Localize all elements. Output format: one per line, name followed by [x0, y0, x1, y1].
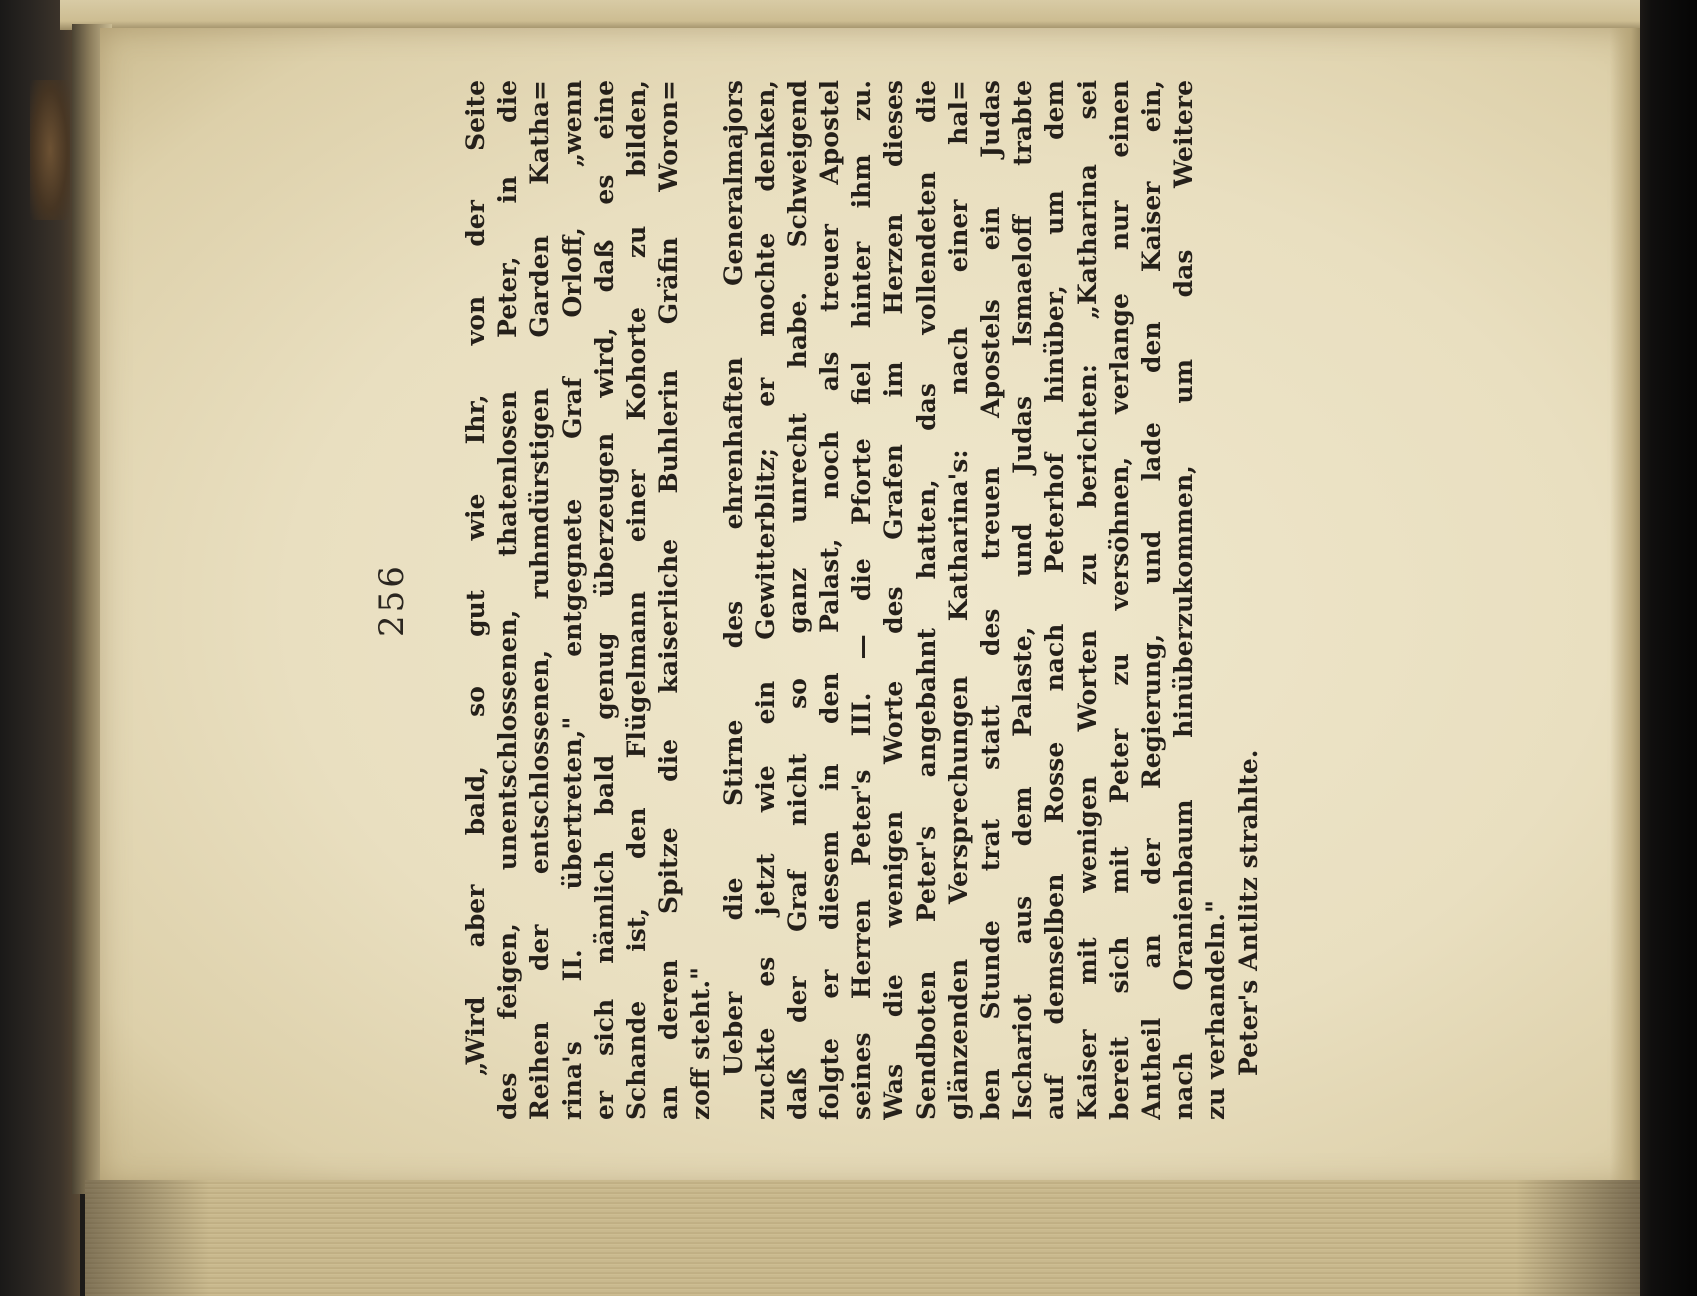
text-line: Ueber die Stirne des ehrenhaften Generalmajors [718, 80, 748, 1076]
text-line: er sich nämlich bald genug überzeugen wird, daß es eine [589, 80, 619, 1120]
text-line: Peter's Antlitz strahlte. [1233, 749, 1263, 1076]
text-line: daß der Graf nicht so ganz unrecht habe. Schweigend [782, 80, 812, 1120]
page-stack-shade [85, 1180, 1640, 1296]
rotated-text-block [360, 80, 1360, 1120]
text-line: folgte er diesem in den Palast, noch als treuer Apostel [815, 80, 845, 1120]
text-line: zu verhandeln." [1201, 899, 1231, 1120]
text-line: glänzenden Versprechungen Katharina's: nach einer hal= [943, 80, 973, 1120]
text-line: Sendboten Peter's angebahnt hatten, das vollendeten die [911, 80, 941, 1120]
text-line: bereit sich mit Peter zu versöhnen, verlange nur einen [1104, 80, 1134, 1120]
text-line: „Wird aber bald, so gut wie Ihr, von der Seite [461, 80, 490, 1076]
text-line: des feigen, unentschlossenen, thatenlosen Peter, in die [493, 80, 523, 1120]
text-line: Schande ist, den Flügelmann einer Kohorte zu bilden, [621, 80, 651, 1120]
text-line: ben Stunde trat statt des treuen Apostels ein Judas [976, 80, 1005, 1120]
text-line: Antheil an der Regierung, und lade den Kaiser ein, [1136, 80, 1166, 1120]
text-line: seines Herren Peter's III. — die Pforte fiel hinter ihm zu. [847, 80, 877, 1120]
text-line: zoff steht." [686, 966, 716, 1120]
page-number: 256 [372, 563, 412, 637]
text-line: Was die wenigen Worte des Grafen im Herzen dieses [879, 80, 909, 1120]
text-line: zuckte es jetzt wie ein Gewitterblitz; er mochte denken, [750, 80, 780, 1120]
text-line: auf demselben Rosse nach Peterhof hinüber, um dem [1040, 80, 1070, 1120]
text-line: nach Oranienbaum hinüberzukommen, um das Weitere [1169, 80, 1199, 1120]
text-line: Kaiser mit wenigen Worten zu berichten: „Katharina sei [1072, 80, 1102, 1120]
text-line: rina's II. übertreten," entgegnete Graf Orloff, „wenn [557, 80, 587, 1120]
page-edge-shadow [1610, 28, 1640, 1186]
body-text [460, 80, 1265, 1120]
text-line: Ischariot aus dem Palaste, und Judas Ismaeloff trabte [1008, 80, 1038, 1120]
adjacent-leaf-edge [60, 0, 1640, 30]
text-line: an deren Spitze die kaiserliche Buhlerin Gräfin Woron= [654, 80, 684, 1120]
cover-wear-mark [30, 80, 70, 220]
text-line: Reihen der entschlossenen, ruhmdürstigen Garden Katha= [525, 80, 555, 1120]
